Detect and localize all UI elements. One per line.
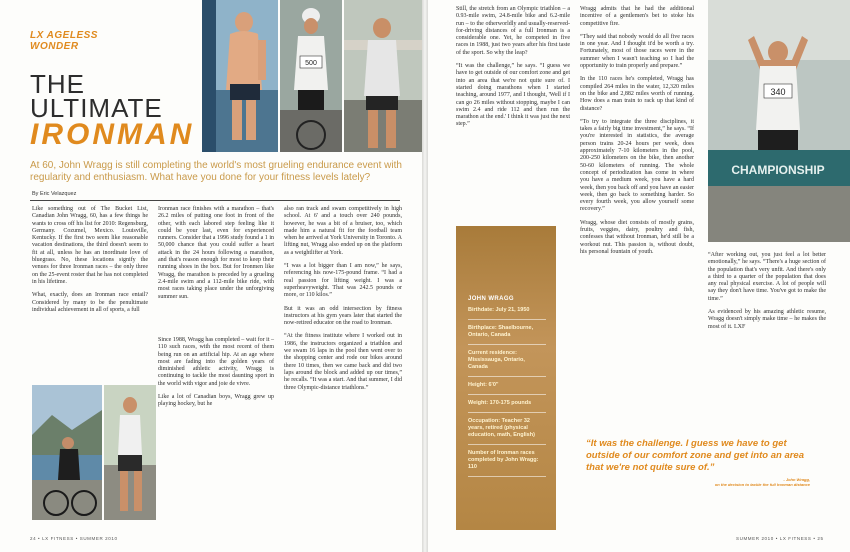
bib-number-1: 500 [305,60,317,67]
paragraph: also ran track and swam competitively in high school. At 6' and a touch over 240 pounds, however, he was a bit of a bruiser, too, which made him a natural fit for the football team when he arrived at York University in Toronto. A lifting nut, Wragg also ended up on the platform as a weightlifter at York. [284,206,402,256]
paragraph: “After working out, you just feel a lot better emotionally,” he says. “There's a huge section of the population that's very unfit. And there's only a third to a quarter of the population that does any real physical exercise. A lot of people will say they don't have time. You've got to make the time.” [708,252,826,302]
paragraph: Since 1988, Wragg has completed – wait for it – 110 such races, with the most recent of them being run on an artificial hip. At an age where most are fading into the golden years of diminished athletic activity, Wragg is continuing to tackle the most daunting sport in the world with vigor and joie de vivre. [158,337,274,387]
paragraph: Like a lot of Canadian boys, Wragg grew up playing hockey, but he [158,394,274,408]
left-page [0,0,422,552]
column-2-top [158,206,274,307]
sidebar-name: JOHN WRAGG [468,296,514,302]
paragraph: “They said that nobody would do all five races in one year. And I thought it'd be worth a try. Fortunately, most of those races were in the summer when I wasn't teaching so I had the opportunity to train properly and prepare.” [580,33,694,70]
bib-number-2: 340 [770,87,786,97]
attribution-context: on the decision to tackle the full Ironman distance [714,482,810,487]
paragraph: What, exactly, does an Ironman race entail? Considered by many to be the penultimate individual achievement in all of sports, a full [32,292,148,313]
column-1 [32,206,148,320]
column-2-mid [158,337,274,415]
sidebar-row-birthplace: Birthplace: Shaelbourne, Ontario, Canada [468,320,546,345]
paragraph: As evidenced by his amazing athletic resume, Wragg doesn't simply make time – he makes the most of it. LXF [708,309,826,330]
paragraph: But it was an odd intersection by fitness instructors at his gym years later that started the now-retired educator on the road to Ironman. [284,305,402,327]
photo-swimmer [202,0,278,152]
sidebar-row-occupation: Occupation: Teacher 32 years, retired (physical education, math, English) [468,413,546,445]
photo-finish-line [708,0,850,242]
attribution-name: - John Wragg, [783,477,810,482]
title-line1: THE [30,69,85,99]
section-tag [30,30,98,52]
article-title [30,69,195,151]
paragraph: In the 110 races he's completed, Wragg has compiled 264 miles in the water, 12,320 miles on the bike and 2,882 miles worth of running. How does a man train to rack up that kind of distance? [580,76,694,112]
photo-runner-finish [344,0,422,152]
page-footer-right: SUMMER 2010 • LX FITNESS • 25 [736,536,824,541]
paragraph: Like something out of The Bucket List, Canadian John Wragg, 60, has a few things he wants to cross off his list for 2010: Regensburg, Germany. Cozumel, Mexico. Louisville, Kentucky. If the first two seem like reasonable vacation destinations, the third doesn't seem to fit at all, unless he has an inordinate love of bluegrass. No, these locations signify the venues for three Ironman races – the only three on the 25-event roster that he has not completed in his lifetime. [32,206,148,285]
section-tag-line1: LX AGELESS [30,30,98,41]
paragraph: Wragg admits that he had the additional incentive of a gentlemen's bet to stoke his competitive fire. [580,6,694,27]
title-line3: IRONMAN [30,118,195,151]
rule-top [30,200,400,201]
sidebar-row-height: Height: 6'0" [468,377,546,395]
finish-banner-text: CHAMPIONSHIP [731,163,825,177]
paragraph: “It was the challenge,” he says. “I guess we have to get outside of our comfort zone and get into an area that we're not quite sure of. I started doing marathons when I started teaching, around 1977, and I thought, 'Well if I can go 26 miles without stopping, maybe I can swim 2.4 and ride 112 and then run the marathon at the end.' I think it was just the next step.” [456,63,570,128]
paragraph: “At the fitness institute where I worked out in 1986, the instructors organized a triathlon and we swam 16 laps in the pool then went over to the shopping center and rode our bikes around there 10 times, then we came back and did two laps around the block and added up our times,” he recalls. “It was a start. And that summer, I did three Olympic-distance triathlons.” [284,333,402,391]
pull-quote-attribution [640,477,810,487]
photo-lake-cyclist [32,385,102,520]
photo-runner [104,385,156,520]
paragraph: “I was a lot bigger than I am now,” he says, referencing his now-175-pound frame. “I had a real passion for lifting weight. I was a superheavyweight. That was 242.5 pounds or more, or 110 kilos.” [284,263,402,299]
paragraph: Wragg, whose diet consists of mostly grains, fruits, veggies, dairy, poultry and fish, confesses that without Ironman, he'd still be a workout nut. This passion is, without doubt, his personal fountain of youth. [580,219,694,255]
fact-sidebar [456,226,556,530]
column-3 [708,252,826,337]
paragraph: “To try to integrate the three disciplines, it takes a fairly big time investment,” he says. “If you're interested in statistics, the average person trains 20-24 hours per week, does approximately 7-10 kilometers in the pool, 200-250 kilometers on the bike, then another 50-60 kilometers of running. The whole concept of periodization has come in where you have a medium week, you have a hard week, then you back off and you have an easier week, then go back to something harder. So every fourth week, you allow yourself some recovery.” [580,118,694,213]
column-3 [284,206,402,398]
page-footer-left: 24 • LX FITNESS • SUMMER 2010 [30,536,118,541]
title-line2: ULTIMATE [30,93,163,123]
paragraph: Still, the stretch from an Olympic triathlon – a 0.93-mile swim, 24.8-mile bike and 6.2-mile run – to the otherworldly and usually-reserved-for-driving distances of a full Ironman is a considerable one. Yet, he competed in five races in 1988, just two years after his first taste of the sport. So why the leap? [456,6,570,56]
sidebar-row-weight: Weight: 170-175 pounds [468,395,546,413]
section-tag-line2: WONDER [30,41,79,52]
sidebar-row-residence: Current residence: Mississauga, Ontario, Canada [468,345,546,377]
column-1 [456,6,570,135]
lead-paragraph: At 60, John Wragg is still completing the world's most grueling endurance event with regularity and enthusiasm. What have you done for your fitness levels lately? [30,160,402,183]
byline: By Eric Velazquez [32,191,77,197]
sidebar-row-birthdate: Birthdate: July 21, 1950 [468,302,546,320]
sidebar-row-races: Number of Ironman races completed by John Wragg: 110 [468,445,546,477]
paragraph: Ironman race finishes with a marathon – that's 26.2 miles of putting one foot in front of the other, with each labored step feeling like it could be your last, even for experienced runners. Consider that a 1996 study found a 1 in 50,000 chance that you could suffer a heart attack in the 24 hours following a marathon, and that's reason enough for most to keep their running shoes in the box. But for Ironmen like Wragg, the marathon is preceded by a grueling 2.4-mile swim and a 112-mile bike ride, with most races taking place under the unforgiving summer sun. [158,206,274,300]
photo-cyclist [280,0,342,152]
column-2 [580,6,694,262]
pull-quote: “It was the challenge. I guess we have to get outside of our comfort zone and get into an area that we're not quite sure of.” [586,438,804,473]
